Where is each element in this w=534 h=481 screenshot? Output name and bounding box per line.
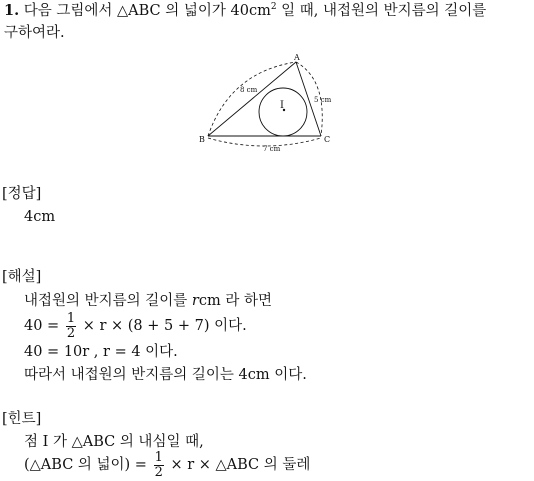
hint-frac-num: 1	[154, 449, 163, 465]
label-ab-length: 8 cm	[240, 86, 258, 94]
problem-text-b: 일 때, 내접원의 반지름의 길이를	[276, 3, 487, 19]
label-bc-length: 7 cm	[263, 145, 281, 153]
solution-frac-num: 1	[66, 310, 76, 326]
problem-superscript: 2	[270, 2, 277, 12]
label-a: A	[294, 53, 300, 62]
solution-frac-den: 2	[66, 325, 76, 341]
solution-line-1-a: 내접원의 반지름의 길이를	[24, 293, 192, 309]
hint-line-1: 점 I 가 △ABC 의 내심일 때,	[24, 434, 204, 450]
answer-heading: [정답]	[2, 186, 42, 202]
incircle	[259, 88, 307, 136]
side-ab	[208, 62, 296, 136]
label-i: I	[280, 100, 284, 111]
problem-line-2: 구하여라.	[4, 25, 65, 41]
label-c: C	[324, 135, 331, 144]
solution-line-1-b: cm 라 하면	[198, 293, 272, 309]
solution-line-2-b: × r × (8 + 5 + 7) 이다.	[78, 318, 247, 334]
solution-fraction	[66, 312, 76, 341]
hint-line-2-a: (△ABC 의 넓이) =	[24, 457, 152, 473]
solution-line-2	[24, 310, 247, 342]
solution-heading: [해설]	[2, 269, 42, 285]
hint-heading: [힌트]	[2, 411, 42, 427]
hint-fraction	[154, 451, 164, 480]
answer-value: 4cm	[24, 209, 56, 225]
solution-line-2-a: 40 =	[24, 318, 64, 334]
hint-line-2-b: × r × △ABC 의 둘레	[165, 457, 311, 473]
solution-line-4: 따라서 내접원의 반지름의 길이는 4cm 이다.	[24, 367, 307, 383]
label-b: B	[199, 135, 205, 144]
solution-line-3: 40 = 10r , r = 4 이다.	[24, 344, 178, 360]
problem-text-a: 다음 그림에서 △ABC 의 넓이가 40cm	[23, 3, 271, 19]
triangle-figure	[190, 52, 350, 156]
problem-number: 1.	[4, 2, 20, 19]
solution-line-1	[24, 292, 272, 310]
solution-var-r: r	[191, 293, 199, 309]
hint-line-2	[24, 449, 310, 481]
hint-frac-den: 2	[154, 464, 163, 480]
label-ac-length: 5 cm	[314, 96, 332, 104]
problem-line-1	[4, 2, 486, 22]
